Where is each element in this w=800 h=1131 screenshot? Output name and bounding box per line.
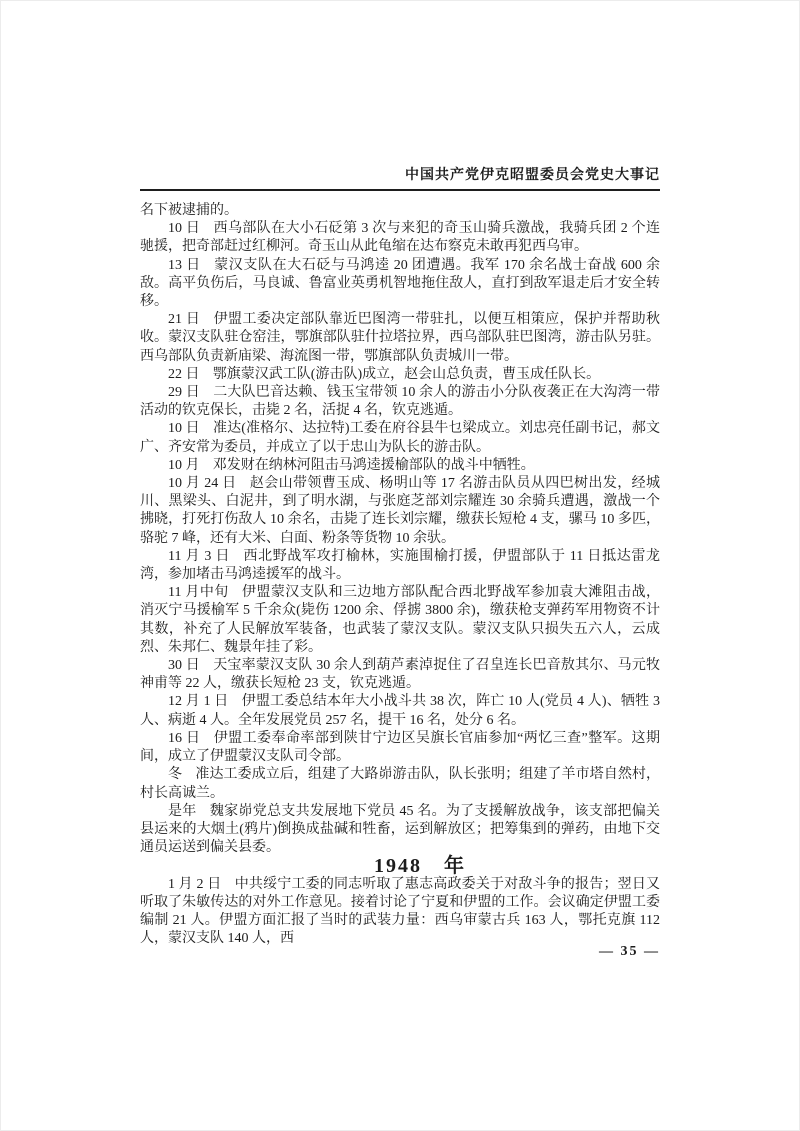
entry-date: 16 日 (168, 730, 201, 746)
entry-text: 西北野战军攻打榆林，实施围榆打援，伊盟部队于 11 日抵达雷龙湾，参加堵击马鸿逵援军的战斗。 (140, 548, 660, 583)
chronicle-entry (140, 220, 660, 256)
entry-date: 21 日 (168, 312, 201, 328)
chronicle-entry (140, 693, 660, 729)
entry-text: 二大队巴音达赖、钱玉宝带领 10 余人的游击小分队夜袭正在大沟湾一带活动的钦克保长，击毙 2 名，活捉 4 名，钦克逃遁。 (140, 385, 661, 419)
entry-date: 22 日 (168, 366, 200, 382)
entry-date: 30 日 (168, 658, 200, 674)
entry-text: 准达工委成立后，组建了大路峁游击队，队长张明；组建了羊市塔自然村，村长高诚兰。 (140, 767, 661, 801)
entry-date: 10 日 (168, 221, 201, 237)
entry-date: 11 月 3 日 (168, 548, 231, 564)
chronicle-body (140, 202, 660, 948)
entry-text: 伊盟工委奉命率部到陕甘宁边区吴旗长官庙参加“两忆三查”整军。这期间，成立了伊盟蒙汉支队司令部。 (140, 730, 660, 765)
entry-date: 10 月 (168, 457, 200, 473)
chronicle-entry (140, 420, 660, 456)
entry-date: 29 日 (168, 385, 200, 401)
chronicle-entry (140, 766, 660, 802)
entry-text: 中共绥宁工委的同志听取了惠志高政委关于对敌斗争的报告；翌日又听取了朱敏传达的对外工作意见。接着讨论了宁夏和伊盟的工作。会议确定伊盟工委编制 21 人。伊盟方面汇报了当时的武装力量：西乌审蒙古兵 163 人，鄂托克旗 112 人，蒙汉支队 140 人，西 (140, 876, 661, 947)
chronicle-entry (140, 475, 660, 548)
entry-text: 邓发财在纳林河阻击马鸿逵援榆部队的战斗中牺牲。 (212, 457, 535, 473)
chronicle-entry (140, 584, 660, 657)
entry-date: 1 月 2 日 (168, 876, 222, 892)
page-number: — 35 — (599, 944, 660, 959)
entry-text: 西乌部队在大小石砭第 3 次与来犯的奇玉山骑兵激战，我骑兵团 2 个连驰援，把奇部赶过红柳河。奇玉山从此龟缩在达布察克未敢再犯西乌审。 (140, 221, 661, 255)
entry-text: 伊盟工委总结本年大小战斗共 38 次，阵亡 10 人(党员 4 人)、牺牲 3 人、病逝 4 人。全年发展党员 257 名，提干 16 名，处分 6 名。 (140, 694, 661, 728)
chronicle-entry (140, 730, 660, 766)
entry-date: 13 日 (168, 257, 201, 273)
chronicle-entry (140, 657, 660, 693)
entry-text: 伊盟蒙汉支队和三边地方部队配合西北野战军参加袁大滩阻击战，消灭宁马援榆军 5 千余众(毙伤 1200 余、俘掳 3800 余)，缴获枪支弹药军用物资不计其数，补充了人民解放军装备，也武装了蒙汉支队。蒙汉支队只损失五六人，云成烈、朱邦仁、魏景年挂了彩。 (140, 585, 661, 655)
chronicle-entry (140, 366, 660, 384)
chronicle-entry (140, 257, 660, 312)
entry-text: 赵会山带领曹玉成、杨明山等 17 名游击队员从四巴树出发，经城川、黑梁头、白泥井，到了明水湖，与张庭芝部刘宗耀连 30 余骑兵遭遇，激战一个拂晓，打死打伤敌人 10 余名，击毙了连长刘宗耀，缴获长短枪 4 支，骡马 10 多匹，骆驼 7 峰，还有大米、白面、粉条等货物 10 余驮。 (140, 476, 661, 546)
chronicle-entry (140, 876, 660, 949)
chronicle-entry (140, 457, 660, 475)
entry-text: 鄂旗蒙汉武工队(游击队)成立，赵会山总负责，曹玉成任队长。 (212, 366, 601, 382)
chronicle-entry (140, 803, 660, 858)
entry-text: 名下被逮捕的。 (140, 203, 238, 218)
entry-text: 魏家峁党总支共发展地下党员 45 名。为了支援解放战争，该支部把偏关县运来的大烟土(鸦片)倒换成盐碱和牲畜，运到解放区；把筹集到的弹药，由地下交通员运送到偏关县委。 (140, 803, 661, 856)
chronicle-entry (140, 311, 660, 366)
entry-date: 是年 (168, 803, 197, 819)
entry-date: 11 月中旬 (168, 585, 229, 601)
entry-text: 蒙汉支队在大石砭与马鸿逵 20 团遭遇。我军 170 余名战士奋战 600 余敌。高平负伤后，马良诚、鲁富业英勇机智地拖住敌人，直打到敌军退走后才安全转移。 (140, 257, 661, 310)
entry-date: 10 月 24 日 (168, 476, 237, 492)
entry-text: 准达(准格尔、达拉特)工委在府谷县牛乜梁成立。刘忠亮任副书记，郝文广、齐安常为委员，并成立了以于忠山为队长的游击队。 (140, 421, 661, 455)
entry-text: 伊盟工委决定部队靠近巴图湾一带驻扎，以便互相策应，保护并帮助秋收。蒙汉支队驻仓窑洼，鄂旗部队驻什拉塔拉界，西乌部队驻巴图湾，游击队另驻。西乌部队负责新庙梁、海流图一带，鄂旗部队负责城川一带。 (140, 312, 661, 364)
chronicle-entry (140, 384, 660, 420)
section-heading-year: 1948 年 (374, 855, 466, 878)
entry-date: 12 月 1 日 (168, 694, 229, 710)
running-title: 中国共产党伊克昭盟委员会党史大事记 (405, 168, 660, 183)
header-rule (140, 189, 660, 191)
entry-date: 10 日 (168, 421, 200, 437)
chronicle-entry (140, 548, 660, 584)
entry-text: 天宝率蒙汉支队 30 余人到葫芦素淖捉住了召皇连长巴音敖其尔、马元牧神甫等 22 人，缴获长短枪 23 支，钦克逃遁。 (140, 658, 661, 692)
chronicle-entry (140, 202, 660, 220)
entry-date: 冬 (168, 767, 183, 783)
